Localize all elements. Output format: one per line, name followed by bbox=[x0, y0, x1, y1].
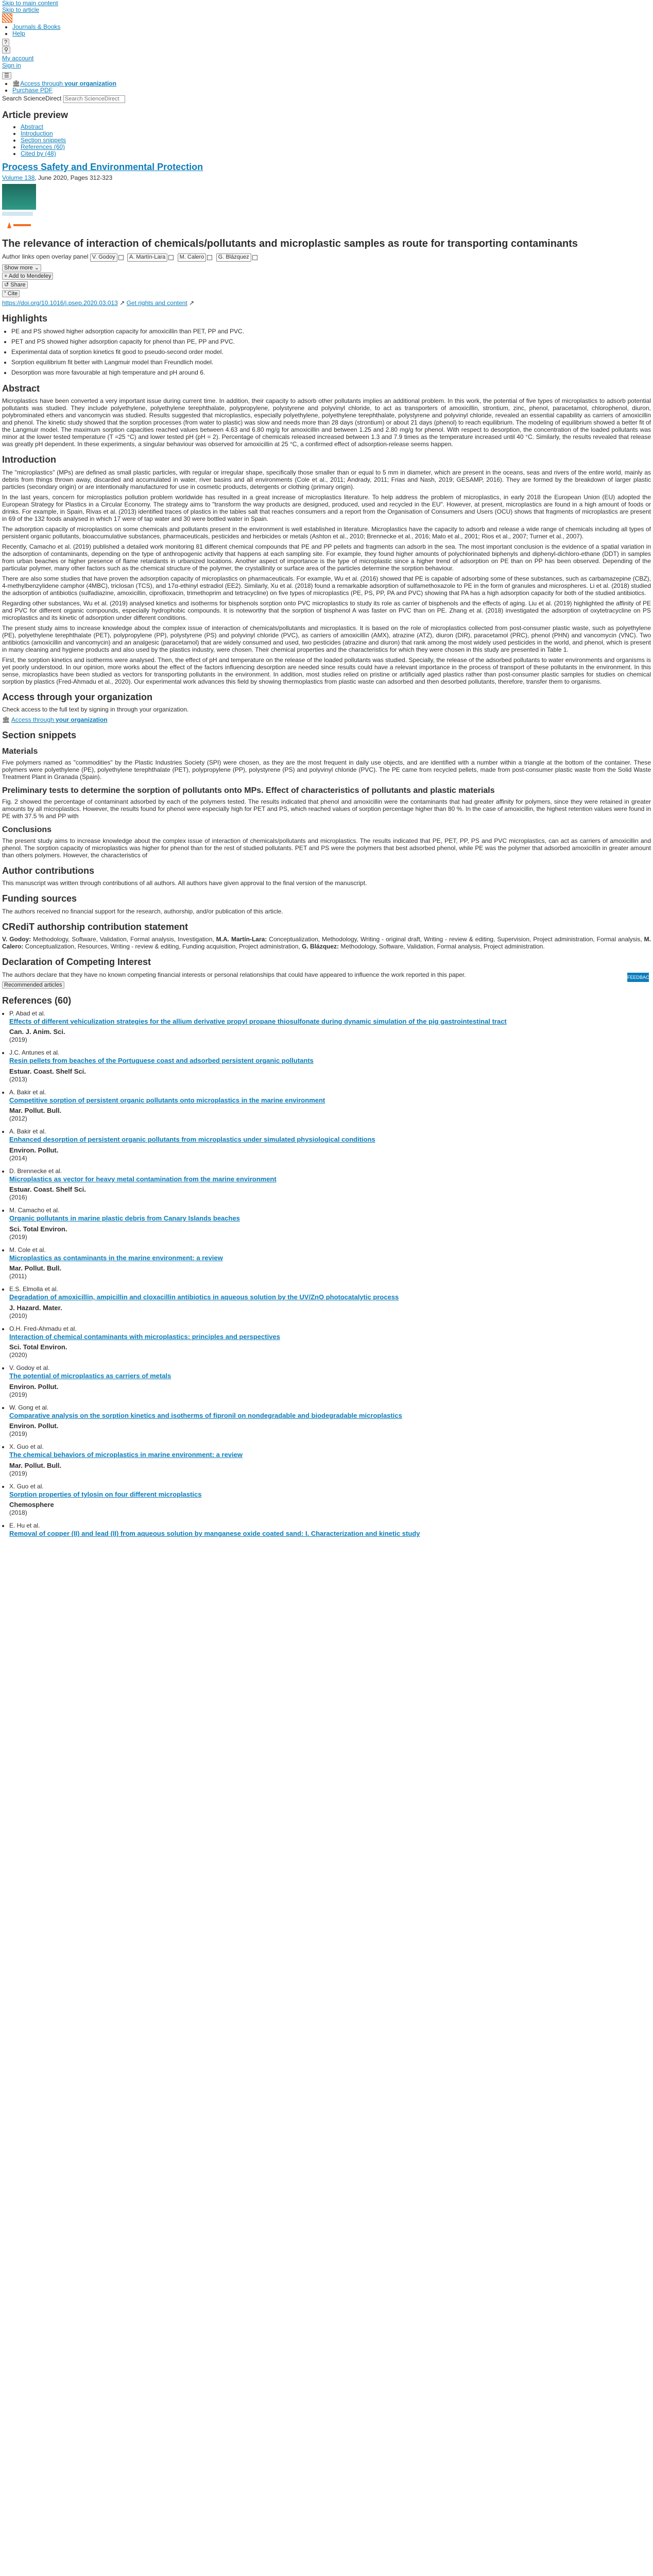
reference-author: • D. Brennecke et al. bbox=[9, 1167, 62, 1175]
introduction-heading: Introduction bbox=[2, 454, 56, 465]
issue-date: , June 2020 bbox=[35, 174, 67, 181]
reference-item bbox=[9, 1483, 651, 1517]
reference-item bbox=[9, 1443, 651, 1478]
share-icon: ↺ bbox=[4, 282, 9, 289]
article-preview-heading: Article preview bbox=[2, 109, 68, 120]
recommended-button[interactable]: Recommended articles bbox=[2, 981, 64, 989]
reference-year: (2018) bbox=[9, 1509, 27, 1517]
show-more-row bbox=[2, 264, 651, 272]
skip-to-article-link[interactable]: Skip to article bbox=[2, 6, 40, 13]
reference-year: (2019) bbox=[9, 1469, 27, 1477]
access-org-button[interactable] bbox=[11, 716, 108, 723]
sign-in-link[interactable]: Sign in bbox=[2, 61, 21, 69]
search-icon: ⚲ bbox=[4, 46, 9, 53]
snippet-title: Materials bbox=[2, 747, 38, 756]
author-list bbox=[2, 253, 651, 262]
references-list bbox=[2, 1010, 651, 1538]
reference-author: • X. Guo et al. bbox=[9, 1482, 44, 1490]
skip-links bbox=[2, 0, 651, 13]
credit-author: M.A. Martín-Lara: bbox=[216, 936, 267, 943]
snippet-text: Five polymers named as "commodities" by the Plastic Industries Society (SPI) were chosen, as they are the most frequent in daily use objects, and are identified with a number within a triangle at the bottom of the container. These polymers were polyethylene (PE), polyethylene terephthalate (PET), polypropylene (PP), polystyrene (PS) and polyvinyl chloride (PVC). The PE came from recycled pellets, made from post-consumer plastic waste from the Solid Waste Treatment Plant in Granada (Spain). bbox=[2, 758, 651, 781]
reference-item bbox=[9, 1285, 651, 1320]
references-heading: References (60) bbox=[2, 995, 72, 1006]
reference-journal: Mar. Pollut. Bull. bbox=[9, 1461, 62, 1469]
reference-title-link[interactable]: Organic pollutants in marine plastic debris from Canary Islands beaches bbox=[9, 1214, 240, 1223]
menu-icon: ☰ bbox=[4, 73, 9, 79]
skip-to-main-link[interactable]: Skip to main content bbox=[2, 0, 58, 7]
highlights-heading: Highlights bbox=[2, 313, 47, 324]
search-label: Search ScienceDirect bbox=[2, 95, 62, 103]
reference-title-link[interactable]: The potential of microplastics as carriers of metals bbox=[9, 1372, 171, 1380]
funding-text: The authors received no financial support for the research, authorship, and/or publication of this article. bbox=[2, 907, 283, 915]
outline-abstract[interactable]: Abstract bbox=[21, 123, 44, 131]
intro-paragraph: Regarding other substances, Wu et al. (2019) analysed kinetics and isotherms for bisphenols sorption onto PVC microplastics to study its role as carrier of bisphenols and the effects of aging. Liu et al. (2019) highlighted the affinity of PE and PVC for different organic compounds, especially hydrophobic compounds. It is noteworthy that the sorption of bisphenol A was faster on PVC than on PE. Zhang et al. (2018) investigated the adsorption of oxytetracycline on PS microplastics and its kinetic of adsorption under different conditions. bbox=[2, 599, 651, 621]
snippet-title: Conclusions bbox=[2, 825, 52, 834]
outline-introduction[interactable]: Introduction bbox=[21, 130, 53, 138]
reference-author: • A. Bakir et al. bbox=[9, 1128, 46, 1136]
section-snippets-heading: Section snippets bbox=[2, 730, 77, 741]
reference-year: (2019) bbox=[9, 1036, 27, 1044]
reference-title-link[interactable]: The chemical behaviors of microplastics in marine environment: a review bbox=[9, 1451, 243, 1459]
declaration-text: The authors declare that they have no known competing financial interests or personal relationships that could have appeared to influence the work reported in this paper. bbox=[2, 971, 466, 978]
reference-author: • A. Bakir et al. bbox=[9, 1088, 46, 1096]
reference-title-link[interactable]: Effects of different vehiculization strategies for the allium derivative propyl propane thiosulfonate during dynamic simulation of the pig gastrointestinal tract bbox=[9, 1017, 507, 1025]
credit-heading: CRediT authorship contribution statement bbox=[2, 921, 188, 932]
credit-role: Methodology, Software, Validation, Formal analysis, Investigation, bbox=[31, 936, 216, 943]
quote-icon: ” bbox=[4, 291, 6, 297]
credit-author: V. Godoy: bbox=[2, 936, 31, 943]
reference-title-link[interactable]: Enhanced desorption of persistent organic pollutants from microplastics under simulated physiological conditions bbox=[9, 1136, 375, 1144]
intro-paragraph: There are also some studies that have proven the adsorption capacity of microplastics on pharmaceuticals. For example, Wu et al. (2016) showed that PE is capable of adsorbing some of these substances, such as carbamazepine (CBZ), 4-methylbenzylidene camphor (4MBC), triclosan (TCS), and 17α-ethinyl estradiol (EE2). Similarly, Xu et al. (2018) found a remarkable adsorption of sulfamethoxazole to PE in the form of granules and microspheres. Li et al. (2018) studied the adsorption of antibiotics (sulfadiazine, amoxicillin, ciprofloxacin, trimethoprim and tetracycline) on five types of microplastics (PE, PS, PP, PA and PVC) showing that PA has a high adsorption capacity for both of the studied antibiotics. bbox=[2, 574, 651, 597]
access-list bbox=[2, 80, 651, 94]
highlight-item: • Sorption equilibrium fit better with Langmuir model than Freundlich model. bbox=[11, 359, 651, 366]
funding-heading: Funding sources bbox=[2, 893, 77, 904]
author-name: G. Blázquez bbox=[216, 253, 251, 262]
nav-signin-row bbox=[2, 62, 651, 69]
author-info-icon bbox=[118, 255, 124, 260]
reference-journal: Sci. Total Environ. bbox=[9, 1343, 67, 1351]
menu-row bbox=[2, 72, 651, 80]
reference-author: • E. Hu et al. bbox=[9, 1522, 40, 1530]
snippet-text: Fig. 2 showed the percentage of contaminant adsorbed by each of the polymers tested. The results indicated that phenol and amoxicillin were the contaminants that had greater affinity for polymers, since they were retained in greater amounts by all microplastics. However, the results found for phenol were especially high for PET and PS, which reached values of sorption percentage higher than 80 %. In the case of amoxicillin, the highest retention values were found in PE with 37.5 % and PP with bbox=[2, 798, 651, 820]
reference-year: (2019) bbox=[9, 1391, 27, 1398]
author-name: A. Martín-Lara bbox=[127, 253, 167, 262]
author-links-prefix: Author links open overlay panel bbox=[2, 252, 89, 260]
credit-role: Conceptualization, Methodology, Writing - original draft, Writing - review & editing, Supervision, Project administration, Formal analysis, bbox=[267, 936, 644, 943]
highlight-item: • PE and PS showed higher adsorption capacity for amoxicillin than PET, PP and PVC. bbox=[11, 328, 651, 335]
reference-author: • M. Cole et al. bbox=[9, 1246, 46, 1253]
reference-item bbox=[9, 1089, 651, 1123]
author-contrib-heading: Author contributions bbox=[2, 865, 94, 876]
nav-search-row bbox=[2, 46, 651, 54]
reference-year: (2019) bbox=[9, 1233, 27, 1241]
intro-paragraph: The adsorption capacity of microplastics on some chemicals and pollutants present in the environment is well established in literature. Microplastics have the capacity to adsorb and release a wide range of chemicals including all types of persistent organic pollutants, bioaccumulative substances, pharmaceuticals, pesticides and herbicides or metals (Ashton et al., 2010; Brennecke et al., 2016; Mato et al., 2001; Rios et al., 2007; Turner et al., 2007). bbox=[2, 525, 651, 540]
access-through-org-link[interactable] bbox=[20, 80, 116, 87]
show-more-button[interactable] bbox=[2, 264, 41, 272]
reference-author: • X. Guo et al. bbox=[9, 1443, 44, 1451]
institution-icon: 🏛 bbox=[2, 716, 10, 724]
author-calero[interactable] bbox=[178, 253, 213, 262]
author-contrib-text: This manuscript was written through contributions of all authors. All authors have given approval to the final version of the manuscript. bbox=[2, 879, 367, 887]
reference-item bbox=[9, 1246, 651, 1281]
highlight-item: • Experimental data of sorption kinetics fit good to pseudo-second order model. bbox=[11, 348, 651, 356]
reference-journal: J. Hazard. Mater. bbox=[9, 1303, 62, 1312]
reference-author: • O.H. Fred-Ahmadu et al. bbox=[9, 1325, 77, 1332]
reference-journal: Estuar. Coast. Shelf Sci. bbox=[9, 1185, 86, 1194]
reference-item bbox=[9, 1207, 651, 1241]
share-label: Share bbox=[10, 282, 26, 289]
access-heading: Access through your organization bbox=[2, 691, 153, 702]
reference-year: (2013) bbox=[9, 1075, 27, 1083]
purchase-pdf-link[interactable]: Purchase PDF bbox=[12, 87, 53, 94]
reference-author: • W. Gong et al. bbox=[9, 1403, 49, 1411]
reference-item bbox=[9, 1404, 651, 1438]
doi-link[interactable]: https://doi.org/10.1016/j.psep.2020.03.013 bbox=[2, 299, 118, 307]
reference-item bbox=[9, 1128, 651, 1162]
my-account-link[interactable]: My account bbox=[2, 54, 34, 62]
rights-link[interactable]: Get rights and content bbox=[126, 299, 187, 307]
add-mendeley-button[interactable] bbox=[2, 273, 53, 280]
author-info-icon bbox=[207, 255, 212, 260]
reference-journal: Environ. Pollut. bbox=[9, 1146, 59, 1154]
author-name: V. Godoy bbox=[90, 253, 117, 262]
cite-button[interactable] bbox=[2, 290, 20, 297]
search-button[interactable] bbox=[2, 46, 10, 54]
help-icon: ? bbox=[4, 39, 8, 45]
snippet-text: The present study aims to increase knowledge about the complex issue of interaction of chemicals/pollutants and microplastics. The results indicated that PE, PET, PP, PS and PVC microplastics, can act as carriers of amoxicillin and phenol. The sorption capacity of microplastics was higher for phenol than for the rest of studied pollutants. PET and PS were the polymers that best adsorbed phenol, while PE was the polymer that adsorbed amoxicillin in greater amount than others polymers. However, the characteristics of bbox=[2, 837, 651, 859]
credit-role: Conceptualization, Resources, Writing - review & editing, Funding acquisition, Project administration, bbox=[23, 943, 302, 951]
reference-year: (2014) bbox=[9, 1154, 27, 1162]
credit-text bbox=[2, 936, 651, 950]
journal-issue-info bbox=[2, 174, 651, 182]
intro-paragraph: The present study aims to increase knowledge about the complex issue of interaction of chemicals/pollutants and microplastics. It is based on the role of microplastics collected from post-consumer plastic waste, such as polyethylene (PE), polyethylene terephthalate (PET), polypropylene (PP), polystyrene (PS) and polyvinyl chloride (PVC), as carriers of amoxicillin (AMX), atrazine (ATZ), diuron (DIR), paracetamol (PRC), phenol (PHN) and vancomycin (VNC). Two antibiotics (amoxicillin and vancomycin) and an analgesic (paracetamol) that are widely consumed and used, two pesticides (atrazine and diuron) that rank among the most widely used pesticides in the world, and phenol, which is present in many cleaning and hygiene products and also used by the plastics industry, were chosen. Their chemical properties and the characteristics for which they were chosen in this study are presented in Table 1. bbox=[2, 624, 651, 653]
search-input[interactable] bbox=[63, 95, 125, 103]
intro-paragraph: First, the sorption kinetics and isotherms were analysed. Then, the effect of pH and temperature on the release of the loaded pollutants was studied. Specially, the release of the adsorbed pollutants to water environments and organisms is yet poorly understood. In our opinion, more works about the effect of the factors influencing desorption are needed since results could have a relevant importance in the process of transport of these pollutants in the environment. In this sense, microplastics have been studied as vectors for transporting pollutants in the environment. In addition, most studies relied on pristine or artificially aged plastics rather than post-consumer plastic samples for studies on chemical sorption by plastics (Fred-Ahmadu et al., 2020). Our experimental work advances this field by showing thermoplastics from plastic waste can adsorbed and then desorbed pollutants, therefore, transfer them to organisms. bbox=[2, 656, 651, 685]
elsevier-logo-icon bbox=[2, 13, 12, 23]
nav-help-row bbox=[2, 38, 651, 46]
help-link[interactable]: Help bbox=[12, 30, 25, 37]
abstract-heading: Abstract bbox=[2, 383, 40, 394]
reference-year: (2010) bbox=[9, 1312, 27, 1319]
snippet-title: Preliminary tests to determine the sorption of pollutants onto MPs. Effect of characteristics of pollutants and plastic materials bbox=[2, 786, 495, 795]
search-row bbox=[2, 95, 651, 103]
reference-year: (2016) bbox=[9, 1194, 27, 1201]
access-prefix: Access through bbox=[20, 80, 63, 88]
reference-journal: Chemosphere bbox=[9, 1501, 54, 1509]
highlights-list bbox=[2, 328, 651, 377]
institution-icon: 🏛 bbox=[12, 80, 21, 88]
reference-year: (2012) bbox=[9, 1115, 27, 1123]
issue-pages: , Pages 312-323 bbox=[67, 174, 113, 181]
intro-paragraph: In the last years, concern for microplastics pollution problem worldwide has resulted in a great increase of microplastics literature. To help address the problem of microplastics, in early 2018 the European Union (EU) adopted the European Strategy for Plastics in a Circular Economy. The strategy aims to "transform the way products are designed, produced, used and recycled in the EU". However, at present, microplastics are found in a high amount of foods or drinks. For example, in Spain, Rivas et al. (2013) identified traces of plastics in the tables salt that reaches consumers and a report from the Organisation of Consumers and Users (OCU) shows that fragments of microplastics are present in 69 of the 132 foods analysed in which 17 were of tap water and 30 were bottled water in Spain. bbox=[2, 493, 651, 522]
author-info-icon bbox=[168, 255, 174, 260]
cover-caption bbox=[2, 212, 33, 216]
access-text: Check access to the full text by signing in through your organization. bbox=[2, 706, 189, 714]
reference-item bbox=[9, 1325, 651, 1360]
author-name: M. Calero bbox=[178, 253, 207, 262]
credit-author: G. Blázquez: bbox=[302, 943, 339, 951]
reference-journal: Sci. Total Environ. bbox=[9, 1225, 67, 1233]
recommended-row bbox=[2, 981, 651, 989]
reference-journal: Environ. Pollut. bbox=[9, 1422, 59, 1430]
reference-title-link[interactable]: Degradation of amoxicillin, ampicillin and cloxacillin antibiotics in aqueous solution by the UV/ZnO photocatalytic process bbox=[9, 1293, 399, 1301]
author-blazquez[interactable] bbox=[216, 253, 257, 262]
credit-author: M. Calero: bbox=[2, 936, 651, 951]
reference-journal: Mar. Pollut. Bull. bbox=[9, 1107, 62, 1115]
external-link-icon-2: ↗ bbox=[189, 299, 195, 307]
reference-title-link[interactable]: Competitive sorption of persistent organic pollutants onto microplastics in the marine environment bbox=[9, 1096, 325, 1104]
reference-author: • M. Camacho et al. bbox=[9, 1207, 60, 1214]
author-godoy[interactable] bbox=[90, 253, 124, 262]
outline-references[interactable]: References (60) bbox=[21, 143, 65, 151]
menu-button[interactable] bbox=[2, 72, 11, 79]
top-nav bbox=[2, 24, 651, 37]
reference-item bbox=[9, 1167, 651, 1202]
cite-row bbox=[2, 290, 651, 297]
reference-item bbox=[9, 1010, 651, 1044]
plus-icon: + bbox=[4, 273, 8, 280]
reference-title-link[interactable]: Interaction of chemical contaminants with microplastics: principles and perspectives bbox=[9, 1332, 280, 1341]
chevron-down-icon: ⌄ bbox=[34, 264, 39, 271]
reference-year: (2019) bbox=[9, 1430, 27, 1438]
reference-journal: Estuar. Coast. Shelf Sci. bbox=[9, 1067, 86, 1075]
reference-author: • E.S. Elmolla et al. bbox=[9, 1285, 58, 1293]
reference-title-link[interactable]: Removal of copper (II) and lead (II) from aqueous solution by manganese oxide coated sand: I. Characterization and kinetic study bbox=[9, 1530, 420, 1538]
reference-title-link[interactable]: Sorption properties of tylosin on four different microplastics bbox=[9, 1490, 202, 1498]
reference-title-link[interactable]: Microplastics as vector for heavy metal contamination from the marine environment bbox=[9, 1175, 277, 1183]
declaration-heading: Declaration of Competing Interest bbox=[2, 957, 151, 968]
article-outline bbox=[2, 124, 651, 157]
outline-cited-by[interactable]: Cited by (48) bbox=[21, 150, 56, 158]
feedback-button[interactable]: FEEDBACK bbox=[627, 973, 649, 982]
reference-item bbox=[9, 1364, 651, 1399]
reference-journal: Environ. Pollut. bbox=[9, 1382, 59, 1391]
access-btn-org: your organization bbox=[55, 716, 108, 724]
reference-item bbox=[9, 1522, 651, 1538]
access-org-label: your organization bbox=[64, 80, 116, 88]
access-button-row bbox=[2, 716, 651, 723]
reference-author: • J.C. Antunes et al. bbox=[9, 1049, 60, 1057]
reference-title-link[interactable]: Microplastics as contaminants in the marine environment: a review bbox=[9, 1253, 223, 1262]
article-title: The relevance of interaction of chemicals/pollutants and microplastic samples as route for transporting contaminants bbox=[2, 238, 578, 249]
intro-paragraph: Recently, Camacho et al. (2019) published a detailed work monitoring 81 different chemical compounds that PE and PP pellets and fragments can adsorb in the sea. The most important conclusion is the evidence of a spatial variation in the adsorption of contaminants, depending on the type of anthropogenic activity that happens at each sampling site. For example, they found higher amounts of polychlorinated biphenyls and diphenyl-dichloro-ethane (DDT) in samples from urban beaches or higher presence of flame retardants in urbanized locations. Another aspect of importance is the type of microplastic since a higher trend of adsorption on PE than on PP has been observed. Depending of the particular polymer, many other factors such as the chemical structure of the polymer, the crystallinity or surface area of the particles determine the sorption behaviour. bbox=[2, 543, 651, 572]
reference-year: (2020) bbox=[9, 1351, 27, 1359]
mendeley-row bbox=[2, 273, 651, 280]
doi-row bbox=[2, 299, 651, 307]
volume-link[interactable]: Volume 138 bbox=[2, 174, 35, 181]
journal-title-link[interactable]: Process Safety and Environmental Protection bbox=[2, 162, 203, 173]
intro-paragraph: The "microplastics" (MPs) are defined as small plastic particles, with regular or irregular shape, specifically those smaller than or equal to 5 mm in diameter, which are present in the oceans, seas and rivers of the entire world, mainly as debris from things thrown away, discarded and accumulated in water, river basins and all environments (Cole et al., 2011; Andrady, 2011; Frias and Nash, 2019; GESAMP, 2016). They are formed by the breakdown of larger plastic particles (secondary origin) or are intentionally manufactured for use in cosmetic products, detergents or clothing (primary origin). bbox=[2, 468, 651, 490]
elsevier-tree-logo-icon bbox=[2, 220, 33, 230]
nav-account-row bbox=[2, 55, 651, 62]
credit-role: Methodology, Software, Validation, Formal analysis, Project administration. bbox=[339, 943, 545, 951]
reference-author: • V. Godoy et al. bbox=[9, 1364, 50, 1372]
reference-journal: Can. J. Anim. Sci. bbox=[9, 1028, 65, 1036]
highlight-item: • PET and PS showed higher adsorption capacity for phenol than PE, PP and PVC. bbox=[11, 338, 651, 346]
journal-cover-image[interactable] bbox=[2, 184, 36, 210]
highlight-item: • Desorption was more favourable at high temperature and pH around 6. bbox=[11, 369, 651, 377]
external-link-icon: ↗ bbox=[119, 299, 125, 307]
reference-journal: Mar. Pollut. Bull. bbox=[9, 1264, 62, 1273]
reference-title-link[interactable]: Resin pellets from beaches of the Portuguese coast and adsorbed persistent organic pollutants bbox=[9, 1057, 314, 1065]
reference-item bbox=[9, 1049, 651, 1083]
author-martin-lara[interactable] bbox=[127, 253, 174, 262]
share-button[interactable] bbox=[2, 281, 28, 289]
help-button[interactable] bbox=[2, 39, 9, 46]
reference-title-link[interactable]: Comparative analysis on the sorption kinetics and isotherms of fipronil on nondegradable and biodegradable microplastics bbox=[9, 1411, 402, 1419]
outline-section-snippets[interactable]: Section snippets bbox=[21, 137, 66, 144]
show-more-label: Show more bbox=[4, 264, 33, 271]
abstract-text: Microplastics have been converted a very important issue during current time. In addition, their capacity to adsorb other pollutants implies an additional problem. In this work, the potential of five types of microplastics to adsorb potential pollutants was studied. They include polyethylene, polyethylene terephthalate, polypropylene, polystyrene and polyvinyl chloride, to act as transporters of amoxicillin, strontium, zinc, phenol, paracetamol, chlorophenol, diuron, polybrominated ethers and vancomycin was studied. Results suggested that microplastics, especially polyethylene, polyethylene terephthalate, polystyrene and polyvinyl chloride, revealed an essential capability as carriers of amoxicillin and phenol. The kinetic study showed that the sorption processes (from water to plastic) was slow and needs more than 28 days (strontium) or about 21 days (phenol) to reach equilibrium. The modeling of equilibrium showed a better fit of the Langmuir model. The maximum sorption capacities reached values between 4.63 and 6.80 mg/g for amoxicillin and between 1.25 and 2.80 mg/g for phenol. With respect to desorption, the concentration of the loaded pollutants was minor at the lower tested temperature (T =25 °C) and lower tested pH (pH = 2). Percentage of chemicals released increased between 1.3 and 7.9 times as the temperature increased until 40 °C. Similarly, the results revealed that release was greatly pH dependent. In these experiments, a singular behaviour was observed for amoxicillin at 25 °C, a confirmed effect of adsorption-release seems happen. bbox=[2, 397, 651, 448]
add-mendeley-label: Add to Mendeley bbox=[8, 273, 51, 280]
cite-label: Cite bbox=[7, 291, 18, 297]
journals-books-link[interactable]: Journals & Books bbox=[12, 23, 61, 30]
access-btn-prefix: Access through bbox=[11, 716, 54, 724]
reference-year: (2011) bbox=[9, 1273, 27, 1280]
share-row bbox=[2, 281, 651, 289]
author-info-icon bbox=[252, 255, 257, 260]
reference-author: • P. Abad et al. bbox=[9, 1009, 45, 1017]
elsevier-logo-row bbox=[2, 13, 651, 23]
